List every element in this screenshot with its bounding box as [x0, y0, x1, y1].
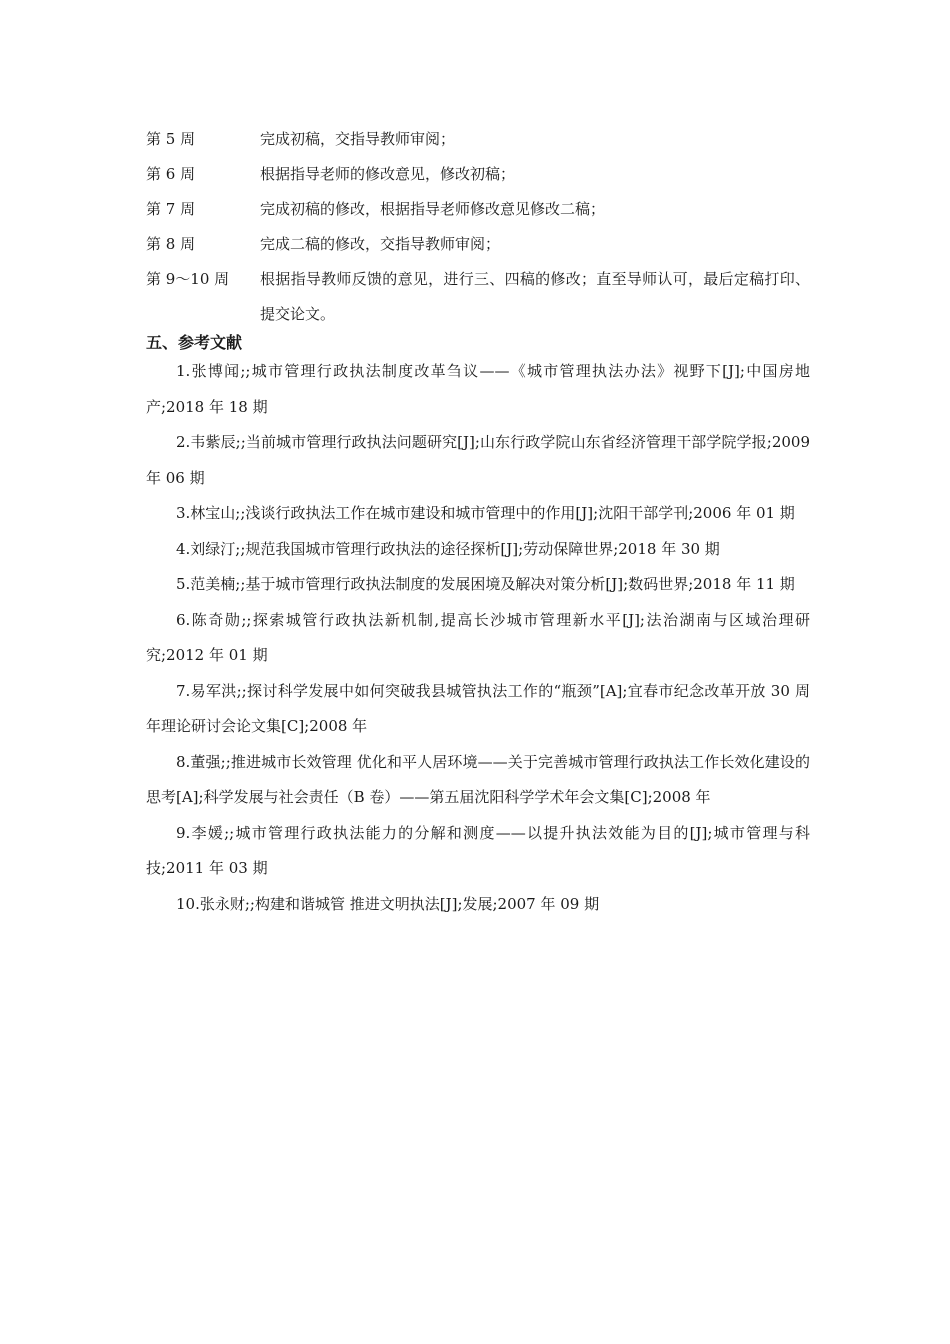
schedule-week: 第 9～10 周 — [146, 270, 230, 288]
reference-item: 6.陈奇勋;;探索城管行政执法新机制,提高长沙城市管理新水平[J];法治湖南与区域治理研究;2012 年 01 期 — [146, 610, 810, 664]
schedule-week: 第 6 周 — [146, 165, 196, 183]
schedule-task: 完成初稿，交指导教师审阅； — [260, 130, 456, 148]
reference-item: 4.刘绿汀;;规范我国城市管理行政执法的途径探析[J];劳动保障世界;2018 年 30 期 — [176, 539, 720, 558]
reference-item: 9.李媛;;城市管理行政执法能力的分解和测度——以提升执法效能为目的[J];城市管理与科技;2011 年 03 期 — [146, 823, 810, 877]
reference-item: 5.范美楠;;基于城市管理行政执法制度的发展困境及解决对策分析[J];数码世界;2018 年 11 期 — [176, 575, 795, 593]
schedule-task: 根据指导老师的修改意见，修改初稿； — [260, 165, 516, 183]
schedule-row — [146, 122, 810, 157]
reference-item: 10.张永财;;构建和谐城管 推进文明执法[J];发展;2007 年 09 期 — [176, 894, 600, 913]
reference-item: 2.韦紫辰;;当前城市管理行政执法问题研究[J];山东行政学院山东省经济管理干部学院学报;2009 年 06 期 — [146, 433, 810, 487]
reference-item: 7.易军洪;;探讨科学发展中如何突破我县城管执法工作的“瓶颈”[A];宜春市纪念改革开放 30 周年理论研讨会论文集[C];2008 年 — [146, 681, 810, 735]
schedule-task: 完成初稿的修改，根据指导老师修改意见修改二稿； — [260, 200, 606, 218]
schedule-task: 根据指导教师反馈的意见，进行三、四稿的修改；直至导师认可，最后定稿打印、提交论文。 — [260, 270, 810, 323]
references-list — [146, 354, 810, 922]
reference-item: 3.林宝山;;浅谈行政执法工作在城市建设和城市管理中的作用[J];沈阳干部学刊;2006 年 01 期 — [176, 504, 795, 522]
schedule-task: 完成二稿的修改，交指导教师审阅； — [260, 235, 501, 253]
schedule-row — [146, 262, 810, 332]
schedule-row — [146, 227, 810, 262]
schedule-row — [146, 157, 810, 192]
schedule-table — [146, 122, 810, 332]
reference-item: 1.张博闻;;城市管理行政执法制度改革刍议——《城市管理执法办法》视野下[J];中国房地产;2018 年 18 期 — [146, 362, 810, 416]
references-heading: 五、参考文献 — [146, 333, 243, 352]
schedule-week: 第 5 周 — [146, 130, 196, 148]
reference-item: 8.董强;;推进城市长效管理 优化和平人居环境——关于完善城市管理行政执法工作长效化建设的思考[A];科学发展与社会责任（B 卷）——第五届沈阳科学学术年会文集[C];2008 年 — [146, 752, 810, 806]
schedule-week: 第 7 周 — [146, 200, 196, 218]
schedule-week: 第 8 周 — [146, 235, 196, 253]
schedule-row — [146, 192, 810, 227]
